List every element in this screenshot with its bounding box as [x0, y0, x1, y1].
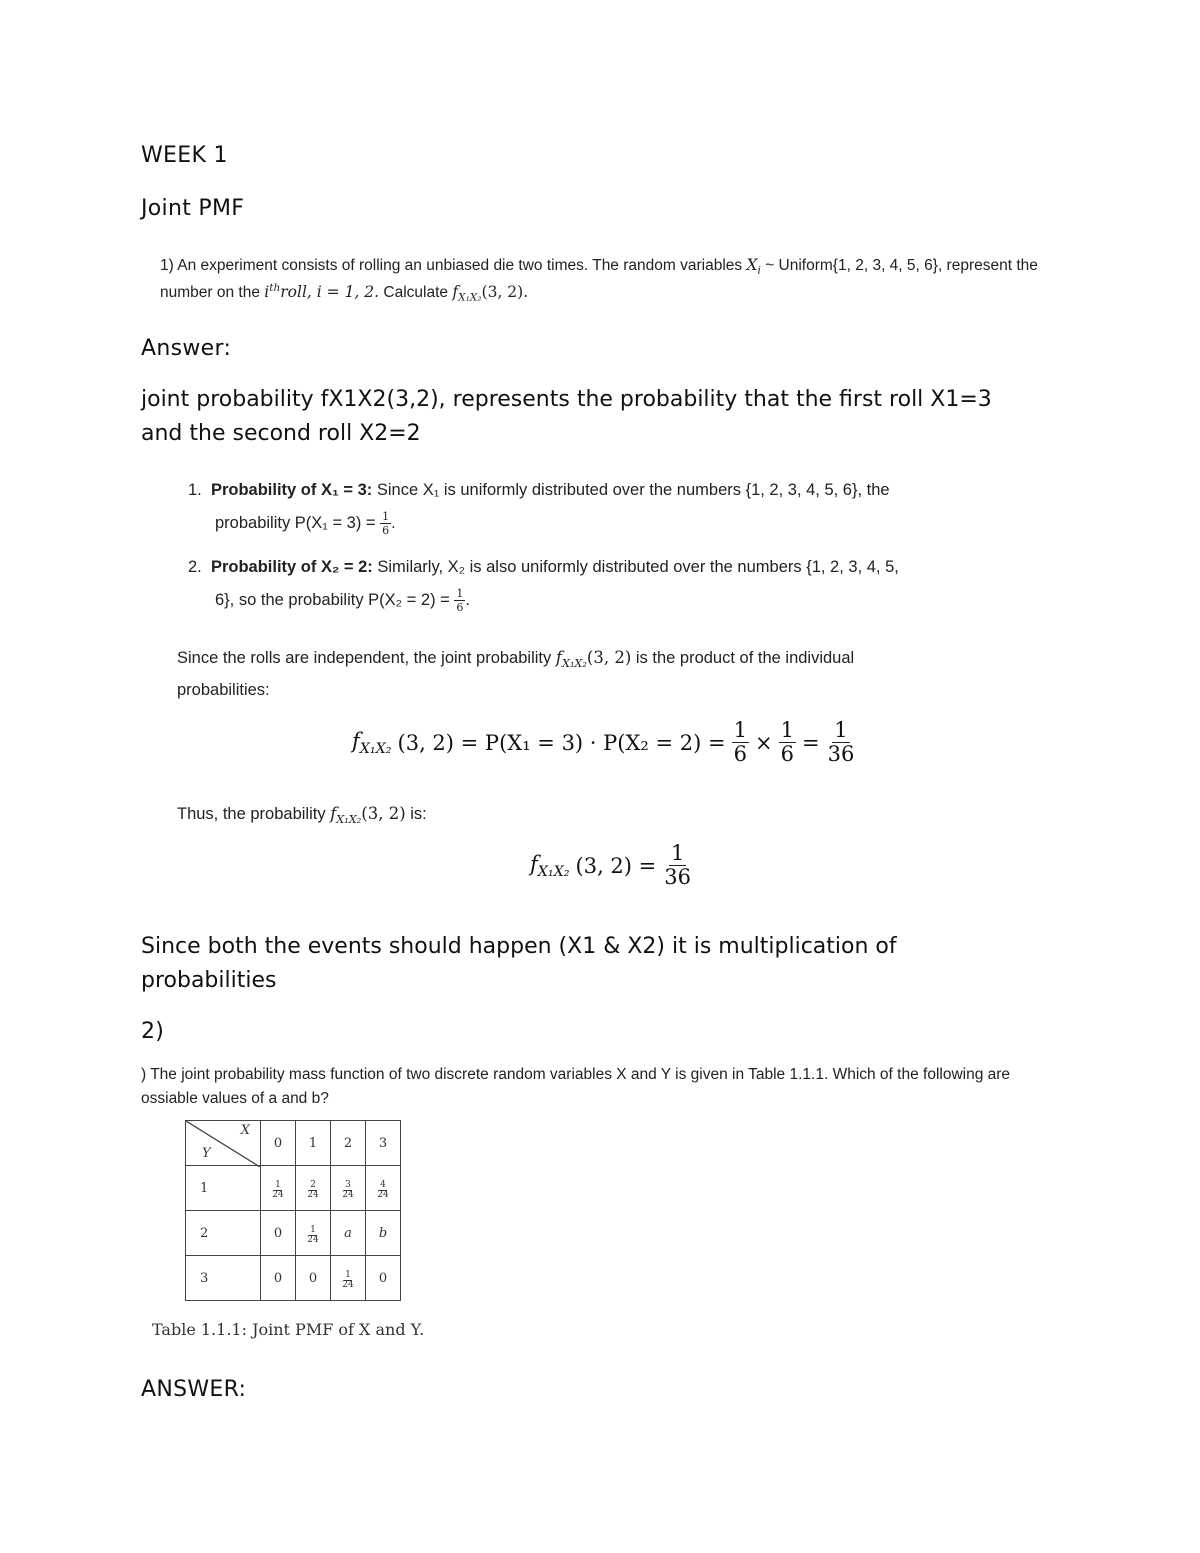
- page-title: WEEK 1: [141, 143, 228, 168]
- table-row: [186, 1256, 401, 1301]
- independence-text: Since the rolls are independent, the joint probability $f_{X_1X_2}(3$, 2) is the product of the individual: [177, 648, 855, 670]
- q1-text-a: 1) An experiment consists of rolling an unbiased die two times. The random variables: [160, 257, 743, 274]
- q1-text-b: ~ Uniform{1, 2, 3, 4, 5, 6}, represent the: [765, 257, 1038, 274]
- col-header: 1: [296, 1121, 331, 1166]
- table-cell: $\frac{1}{24}$: [261, 1166, 296, 1211]
- row-header: 1: [186, 1166, 261, 1211]
- col-header: 3: [366, 1121, 401, 1166]
- table-cell: $\frac{1}{24}$: [331, 1256, 366, 1301]
- table-cell: a: [331, 1211, 366, 1256]
- question-2-line-1: ) The joint probability mass function of two discrete random variables X and Y is given in Table 1.1.1. Which of the following are: [141, 1066, 1011, 1083]
- independence-text-2: probabilities:: [177, 681, 270, 699]
- q1-target-args: (3, 2).: [481, 282, 529, 301]
- q1-roll: roll, i = 1, 2.: [280, 282, 380, 301]
- table-cell: $\frac{3}{24}$: [331, 1166, 366, 1211]
- table-cell: 0: [261, 1256, 296, 1301]
- list-item-continuation: probability P(X₁ = 3) = $\frac{1}{6}$ .: [215, 510, 396, 538]
- col-header: 2: [331, 1121, 366, 1166]
- q1-target: $f_{X_1X_2}$: [452, 282, 482, 304]
- table-cell: $\frac{1}{24}$: [296, 1211, 331, 1256]
- table-cell: $\frac{4}{24}$: [366, 1166, 401, 1211]
- answer-label: Answer:: [141, 336, 232, 361]
- conclusion-text: Since both the events should happen (X1 & X2) it is multiplication of probabilities: [141, 934, 897, 993]
- result-equation: $f_{X_1X_2}$ (3, 2) = $\frac{1}{36}$: [530, 841, 691, 889]
- row-header: 3: [186, 1256, 261, 1301]
- list-item: 1. Probability of X₁ = 3: Since X₁ is uniformly distributed over the numbers {1, 2, 3, 4, 5, 6}, the: [188, 481, 890, 499]
- table-row: [186, 1166, 401, 1211]
- corner-x-label: X: [240, 1123, 250, 1138]
- table-cell: $\frac{2}{24}$: [296, 1166, 331, 1211]
- corner-y-label: Y: [202, 1146, 211, 1161]
- joint-probability-equation: $f_{X_1X_2}$ (3, 2) = P(X₁ = 3) · P(X₂ = 2) = $\frac{1}{6}$ × $\frac{1}{6}$ = $\frac{1}{36}$: [352, 718, 855, 766]
- list-item: 2. Probability of X₂ = 2: Similarly, X₂ is also uniformly distributed over the numbers {1, 2, 3, 4, 5,: [188, 558, 899, 576]
- table-cell: 0: [296, 1256, 331, 1301]
- table-cell: 0: [261, 1211, 296, 1256]
- answer-2-label: ANSWER:: [141, 1377, 247, 1402]
- question-1-line-1: [160, 256, 1038, 277]
- q1-random-variable: $X_i$: [746, 256, 761, 277]
- section-title: Joint PMF: [141, 196, 245, 221]
- table-corner-cell: [186, 1121, 261, 1166]
- question-2-label: 2): [141, 1019, 165, 1044]
- table-row: [186, 1121, 401, 1166]
- table-caption: Table 1.1.1: Joint PMF of X and Y.: [152, 1320, 425, 1339]
- row-header: 2: [186, 1211, 261, 1256]
- list-item-bold: Probability of X₂ = 2:: [210, 558, 373, 576]
- thus-text: Thus, the probability $f_{X_1X_2}(3$, 2) is:: [177, 804, 427, 826]
- q1-calc: Calculate: [383, 283, 449, 301]
- joint-pmf-table: [185, 1120, 401, 1301]
- question-2-line-2: ossiable values of a and b?: [141, 1090, 329, 1107]
- explanation-text: joint probability fX1X2(3,2), represents the probability that the first roll X1=3 and the second roll X2=2: [141, 387, 992, 446]
- table-cell: b: [366, 1211, 401, 1256]
- col-header: 0: [261, 1121, 296, 1166]
- question-1-line-2: [160, 282, 528, 303]
- list-item-bold: Probability of X₁ = 3:: [210, 481, 373, 499]
- list-item-continuation: 6}, so the probability P(X₂ = 2) = $\frac{1}{6}$ .: [215, 587, 470, 615]
- table-row: [186, 1211, 401, 1256]
- q1-ith: $i^{th}$: [264, 282, 281, 301]
- q1-text-c: number on the: [160, 283, 260, 301]
- table-cell: 0: [366, 1256, 401, 1301]
